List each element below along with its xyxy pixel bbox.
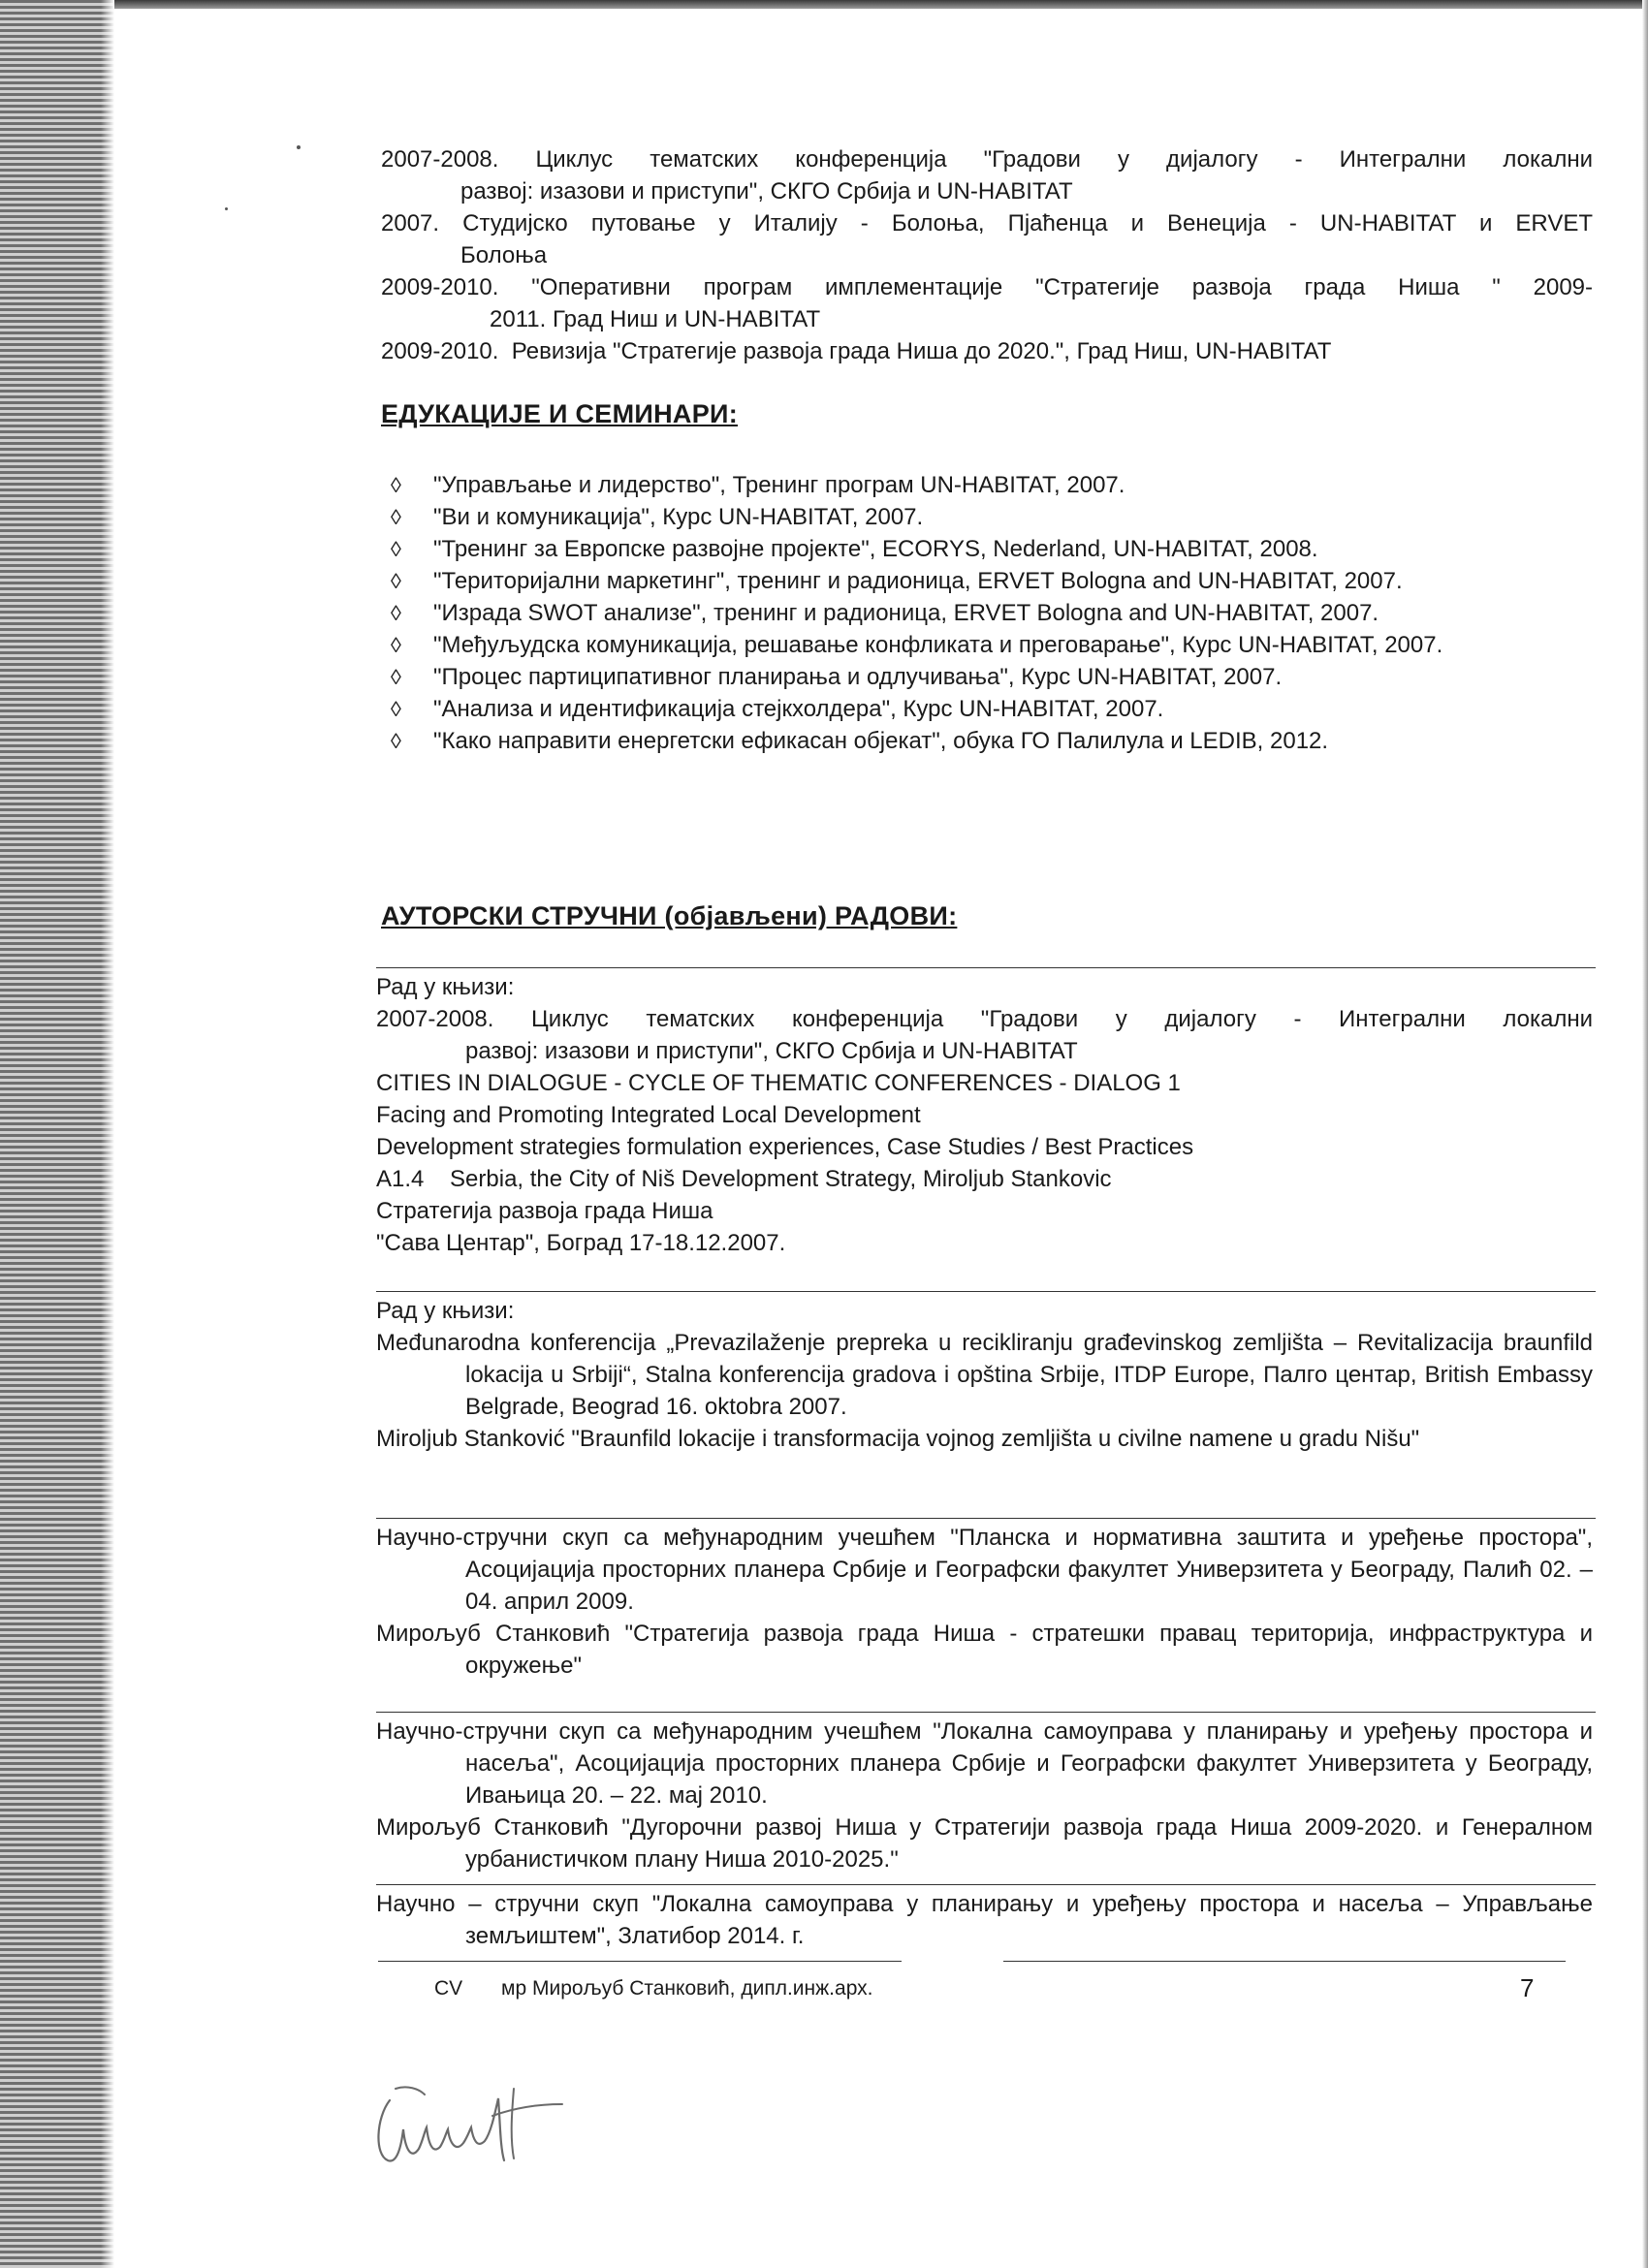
footer-author: мр Мирољуб Станковић, дипл.инж.арх. bbox=[501, 1977, 873, 2000]
list-item: ◊ "Управљање и лидерство", Тренинг програм UN-HABITAT, 2007. bbox=[391, 469, 1593, 501]
paper-entry-book-1 bbox=[376, 971, 1593, 1259]
diamond-bullet-icon: ◊ bbox=[391, 473, 401, 497]
paper-line: "Сава Центар", Боград 17-18.12.2007. bbox=[376, 1230, 786, 1256]
paper-author: Мирољуб Станковић "Стратегија развоја града Ниша - стратешки правац територија, инфраструктура и окружење" bbox=[376, 1621, 1593, 1679]
paper-line: развој: изазови и приступи", СКГО Србија и UN-HABITAT bbox=[465, 1038, 1078, 1064]
paper-entry-conference-2009 bbox=[376, 1522, 1593, 1682]
list-item: ◊ "Како направити енергетски ефикасан објекат", обука ГО Палилула и LEDIB, 2012. bbox=[391, 725, 1593, 757]
project-title: Циклус тематских конференција "Градови у дијалогу - Интегрални локални bbox=[535, 146, 1594, 173]
project-entry bbox=[381, 143, 1593, 207]
paper-conference: Научно-стручни скуп са међународним учешћем "Планска и нормативна заштита и уређење простора", Асоцијација просторних планера Србије и Географски факултет Универзитета у Београду, Палић 02. – 04. април 2009. bbox=[376, 1525, 1593, 1615]
project-year: 2007-2008. bbox=[381, 146, 499, 173]
list-item: ◊ "Израда SWOT анализе", тренинг и радионица, ERVET Bologna and UN-HABITAT, 2007. bbox=[391, 597, 1593, 629]
section-divider bbox=[376, 967, 1596, 968]
section-divider bbox=[376, 1884, 1596, 1885]
project-title-cont: 2011. Град Ниш и UN-HABITAT bbox=[490, 306, 821, 332]
handwritten-signature bbox=[368, 2060, 601, 2176]
paper-entry-conference-2010 bbox=[376, 1716, 1593, 1875]
diamond-bullet-icon: ◊ bbox=[391, 633, 401, 657]
project-entry bbox=[381, 271, 1593, 335]
page-footer bbox=[434, 1977, 872, 2000]
paper-conference: Научно-стручни скуп са међународним учешћем "Локална самоуправа у планирању и уређењу простора и насеља", Асоцијација просторних планера Србије и Географски факултет Универзитета у Београду, Ивањица 20. – 22. мај 2010. bbox=[376, 1718, 1593, 1809]
diamond-bullet-icon: ◊ bbox=[391, 665, 401, 689]
section-divider bbox=[376, 1291, 1596, 1292]
section-divider bbox=[376, 1712, 1596, 1713]
diamond-bullet-icon: ◊ bbox=[391, 601, 401, 625]
project-year: 2009-2010. bbox=[381, 274, 499, 300]
paper-author: Miroljub Stanković "Braunfild lokacije i transformacija vojnog zemljišta u civilne namene u gradu Nišu" bbox=[376, 1426, 1420, 1452]
project-year: 2007. bbox=[381, 210, 440, 236]
paper-line: Стратегија развоја града Ниша bbox=[376, 1198, 713, 1224]
paper-conference: Međunarodna konferencija „Prevazilaženje prepreka u recikliranju građevinskog zemljišta – Revitalizacija braunfild lokacija u Srbiji“, Stalna konferencija gradova i opština Srbije, ITDP Europe, Палго центар, British Embassy Belgrade, Beograd 16. oktobra 2007. bbox=[376, 1330, 1593, 1420]
list-item: ◊ "Тренинг за Европске развојне пројекте", ECORYS, Nederland, UN-HABITAT, 2008. bbox=[391, 533, 1593, 565]
paper-entry-book-2 bbox=[376, 1295, 1593, 1455]
paper-line: CITIES IN DIALOGUE - CYCLE OF THEMATIC CONFERENCES - DIALOG 1 bbox=[376, 1070, 1181, 1096]
footer-cv-label: CV bbox=[434, 1977, 463, 2000]
diamond-bullet-icon: ◊ bbox=[391, 537, 401, 561]
paper-line: A1.4 Serbia, the City of Niš Development Strategy, Miroljub Stankovic bbox=[376, 1166, 1112, 1192]
project-entry bbox=[381, 207, 1593, 271]
paper-conference: Научно – стручни скуп "Локална самоуправа у планирању и уређењу простора и насеља – Управљање земљиштем", Златибор 2014. г. bbox=[376, 1891, 1593, 1949]
paper-entry-conference-2014 bbox=[376, 1888, 1593, 1952]
project-title-cont: развој: изазови и приступи", СКГО Србија и UN-HABITAT bbox=[460, 178, 1073, 205]
project-title: Ревизија "Стратегије развоја града Ниша до 2020.", Град Ниш, UN-HABITAT bbox=[511, 338, 1332, 364]
papers-heading: АУТОРСКИ СТРУЧНИ (објављени) РАДОВИ: bbox=[381, 901, 958, 930]
project-title-cont: Болоња bbox=[460, 242, 548, 268]
signature-drawing bbox=[368, 2060, 601, 2176]
page-number: 7 bbox=[1520, 1973, 1535, 2002]
diamond-bullet-icon: ◊ bbox=[391, 697, 401, 721]
paper-line: Development strategies formulation experiences, Case Studies / Best Practices bbox=[376, 1134, 1194, 1160]
list-item: ◊ "Процес партиципативног планирања и одлучивања", Курс UN-HABITAT, 2007. bbox=[391, 661, 1593, 693]
diamond-bullet-icon: ◊ bbox=[391, 729, 401, 753]
paper-line: 2007-2008. Циклус тематских конференција "Градови у дијалогу - Интегрални локални bbox=[376, 1006, 1593, 1032]
diamond-bullet-icon: ◊ bbox=[391, 505, 401, 529]
paper-line: Facing and Promoting Integrated Local Development bbox=[376, 1102, 921, 1128]
section-divider bbox=[376, 1518, 1596, 1519]
list-item: ◊ "Анализа и идентификација стејкхолдера", Курс UN-HABITAT, 2007. bbox=[391, 693, 1593, 725]
project-year: 2009-2010. bbox=[381, 338, 499, 364]
paper-label: Рад у књизи: bbox=[376, 1298, 515, 1324]
list-item: ◊ "Ви и комуникација", Курс UN-HABITAT, 2007. bbox=[391, 501, 1593, 533]
project-title: Студијско путовање у Италију - Болоња, Пјаћенца и Венеција - UN-HABITAT и ERVET bbox=[462, 210, 1594, 236]
list-item: ◊ "Међуљудска комуникација, решавање конфликата и преговарање", Курс UN-HABITAT, 2007. bbox=[391, 629, 1593, 661]
project-entry bbox=[381, 335, 1593, 367]
list-item: ◊ "Територијални маркетинг", тренинг и радионица, ERVET Bologna and UN-HABITAT, 2007. bbox=[391, 565, 1593, 597]
education-heading: ЕДУКАЦИЈЕ И СЕМИНАРИ: bbox=[381, 399, 739, 428]
paper-label: Рад у књизи: bbox=[376, 974, 515, 1000]
footer-rule-left bbox=[378, 1961, 902, 1962]
education-list bbox=[391, 469, 1593, 757]
project-title: "Оперативни програм имплементације "Стратегије развоја града Ниша " 2009- bbox=[531, 274, 1594, 300]
paper-author: Мирољуб Станковић "Дугорочни развој Ниша у Стратегији развоја града Ниша 2009-2020. и Генералном урбанистичком плану Ниша 2010-2025." bbox=[376, 1814, 1593, 1873]
diamond-bullet-icon: ◊ bbox=[391, 569, 401, 593]
footer-rule-right bbox=[1003, 1961, 1566, 1962]
